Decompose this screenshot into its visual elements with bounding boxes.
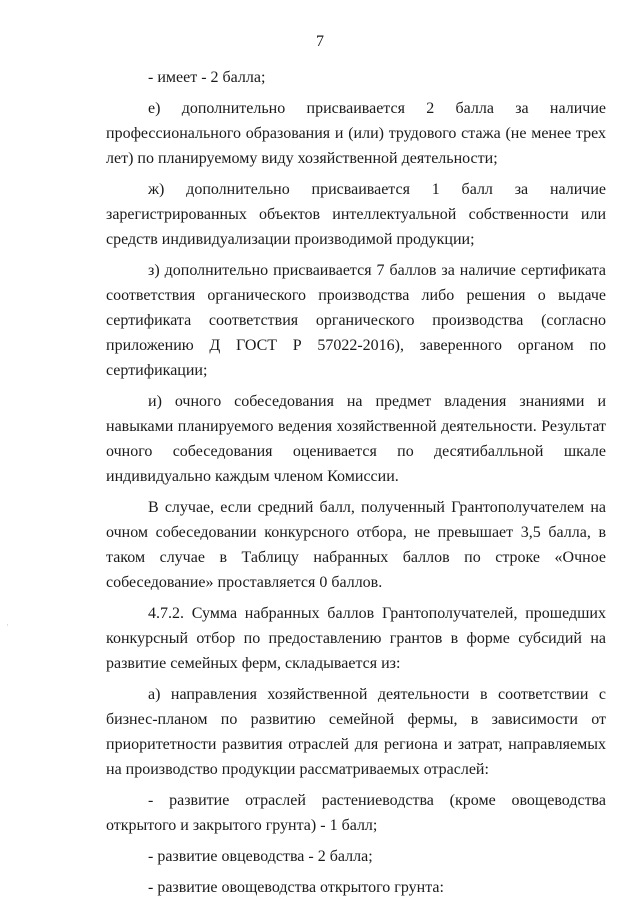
paragraph-crop-farming-1-point: - развитие отраслей растениеводства (кроме овощеводства открытого и закрытого грунта) - 1 балл; xyxy=(106,792,606,834)
paragraph-e-professional-education: е) дополнительно присваивается 2 балла за наличие профессионального образования и (или) трудового стажа (не менее трех лет) по планируемому виду хозяйственной деятельности; xyxy=(106,100,606,167)
paragraph-open-ground-vegetables: - развитие овощеводства открытого грунта: xyxy=(148,879,444,896)
document-body xyxy=(106,65,606,906)
paragraph-i-interview: и) очного собеседования на предмет владения знаниями и навыками планируемого ведения хозяйственной деятельности. Результат очного собеседования оценивается по десятибалльной шкале индивидуально каждым членом Комиссии. xyxy=(106,393,606,485)
paragraph-item-has-2-points: - имеет - 2 балла; xyxy=(148,69,266,86)
margin-mark: · xyxy=(6,620,9,630)
paragraph-z-organic-certificate: з) дополнительно присваивается 7 баллов за наличие сертификата соответствия органического производства либо решения о выдаче сертификата соответствия органического производства (согласно приложению Д ГОСТ Р 57022-2016), заверенного органом по сертификации; xyxy=(106,262,606,379)
page-number: 7 xyxy=(316,33,324,50)
paragraph-4-7-2-score-sum: 4.7.2. Сумма набранных баллов Грантополучателей, прошедших конкурсный отбор по предоставлению грантов в форме субсидий на развитие семейных ферм, складывается из: xyxy=(106,605,606,672)
paragraph-a-business-direction: а) направления хозяйственной деятельности в соответствии с бизнес-планом по развитию семейной фермы, в зависимости от приоритетности развития отраслей для региона и затрат, направляемых на производство продукции рассматриваемых отраслей: xyxy=(106,686,606,778)
paragraph-zh-intellectual-property: ж) дополнительно присваивается 1 балл за наличие зарегистрированных объектов интеллектуальной собственности или средств индивидуализации производимой продукции; xyxy=(106,181,606,248)
paragraph-average-score-rule: В случае, если средний балл, полученный Грантополучателем на очном собеседовании конкурсного отбора, не превышает 3,5 балла, в таком случае в Таблицу набранных баллов по строке «Очное собеседование» проставляется 0 баллов. xyxy=(106,499,606,591)
paragraph-sheep-farming-2-points: - развитие овцеводства - 2 балла; xyxy=(148,848,373,865)
